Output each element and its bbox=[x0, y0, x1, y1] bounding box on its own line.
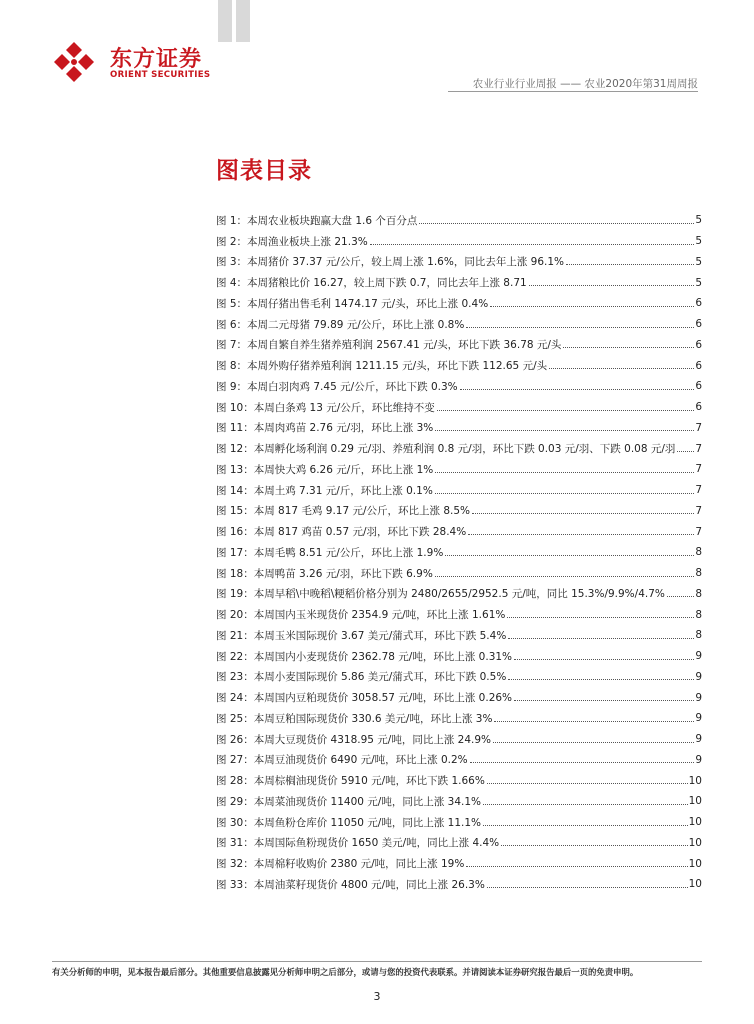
toc-entry-leader bbox=[529, 285, 695, 286]
toc-entry[interactable] bbox=[216, 459, 702, 480]
toc-entry-colon: ： bbox=[236, 297, 248, 310]
toc-entry-colon: ： bbox=[243, 443, 254, 456]
toc-entry-colon: ： bbox=[243, 629, 254, 642]
orient-securities-logo-icon bbox=[52, 40, 96, 84]
toc-entry-page: 7 bbox=[695, 421, 702, 434]
toc-entry-page: 5 bbox=[695, 276, 702, 289]
brand-name-cn: 东方证券 bbox=[110, 47, 203, 72]
toc-entry-leader bbox=[563, 347, 694, 348]
report-header bbox=[473, 76, 698, 91]
toc-entry-number: 图 11 bbox=[216, 422, 244, 435]
toc-entry[interactable] bbox=[216, 625, 702, 646]
toc-entry-number: 图 32 bbox=[216, 858, 244, 871]
toc-entry-leader bbox=[507, 617, 694, 618]
toc-entry-text: 本周仔猪出售毛利 1474.17 元/头，环比上涨 0.4% bbox=[247, 297, 489, 310]
toc-entry-page: 8 bbox=[695, 567, 702, 580]
report-type: 农业行业行业周报 bbox=[472, 78, 557, 90]
toc-entry-text: 本周外购仔猪养殖利润 1211.15 元/头，环比下跌 112.65 元/头 bbox=[247, 360, 548, 373]
toc-entry-leader bbox=[566, 264, 694, 265]
toc-entry-text: 本周快大鸡 6.26 元/斤，环比上涨 1% bbox=[253, 463, 434, 476]
toc-entry-text: 本周土鸡 7.31 元/斤，环比上涨 0.1% bbox=[253, 484, 433, 497]
toc-entry-leader bbox=[483, 825, 688, 826]
toc-entry-page: 8 bbox=[695, 629, 702, 642]
footer-disclaimer: 有关分析师的申明，见本报告最后部分。其他重要信息披露见分析师申明之后部分，或请与您的投资代表联系。并请阅读本证券研究报告最后一页的免责申明。 bbox=[52, 967, 639, 977]
toc-list bbox=[216, 210, 702, 895]
toc-entry[interactable] bbox=[216, 314, 702, 335]
toc-entry-leader bbox=[472, 513, 694, 514]
toc-entry-page: 6 bbox=[695, 338, 702, 351]
toc-entry[interactable] bbox=[216, 231, 702, 252]
toc-entry-number: 图 14 bbox=[216, 484, 244, 497]
toc-entry-number: 图 28 bbox=[216, 775, 244, 788]
toc-entry[interactable] bbox=[216, 210, 702, 231]
toc-entry-colon: ： bbox=[243, 858, 254, 871]
toc-entry-text: 本周国内小麦现货价 2362.78 元/吨，环比上涨 0.31% bbox=[253, 650, 513, 663]
toc-entry-colon: ： bbox=[243, 546, 254, 559]
toc-entry-text: 本周棕榈油现货价 5910 元/吨，环比下跌 1.66% bbox=[253, 775, 485, 788]
toc-entry-number: 图 33 bbox=[216, 878, 244, 891]
toc-entry-page: 6 bbox=[695, 401, 702, 414]
toc-entry-leader bbox=[437, 410, 695, 411]
toc-entry-colon: ： bbox=[236, 339, 248, 352]
toc-entry[interactable] bbox=[216, 708, 702, 729]
toc-entry-text: 本周白羽肉鸡 7.45 元/公斤，环比下跌 0.3% bbox=[247, 380, 458, 393]
toc-entry-number: 图 19 bbox=[216, 588, 244, 601]
toc-entry[interactable] bbox=[216, 874, 702, 895]
toc-entry-page: 10 bbox=[688, 795, 702, 808]
toc-entry-page: 7 bbox=[695, 525, 702, 538]
toc-entry-colon: ： bbox=[243, 712, 254, 725]
toc-entry-leader bbox=[677, 451, 694, 452]
toc-entry-leader bbox=[460, 389, 695, 390]
toc-entry-number: 图 25 bbox=[216, 712, 244, 725]
toc-entry-text: 本周肉鸡苗 2.76 元/羽，环比上涨 3% bbox=[253, 422, 434, 435]
toc-entry[interactable] bbox=[216, 376, 702, 397]
toc-entry-colon: ： bbox=[243, 484, 254, 497]
toc-entry-leader bbox=[435, 493, 695, 494]
toc-entry-page: 9 bbox=[695, 670, 702, 683]
toc-entry-colon: ： bbox=[243, 795, 254, 808]
toc-entry-colon: ： bbox=[243, 878, 254, 891]
toc-entry-text: 本周小麦国际现价 5.86 美元/蒲式耳，环比下跌 0.5% bbox=[253, 671, 507, 684]
toc-entry-page: 8 bbox=[695, 587, 702, 600]
toc-entry[interactable] bbox=[216, 584, 702, 605]
toc-entry[interactable] bbox=[216, 252, 702, 273]
toc-entry[interactable] bbox=[216, 355, 702, 376]
toc-entry-leader bbox=[435, 472, 694, 473]
toc-entry-leader bbox=[501, 845, 687, 846]
toc-entry-leader bbox=[490, 306, 694, 307]
toc-entry-number: 图 9 bbox=[216, 380, 237, 393]
toc-entry-colon: ： bbox=[243, 733, 254, 746]
toc-entry-page: 9 bbox=[695, 712, 702, 725]
toc-entry-number: 图 31 bbox=[216, 837, 244, 850]
toc-entry-page: 8 bbox=[695, 546, 702, 559]
toc-entry[interactable] bbox=[216, 770, 702, 791]
toc-entry-colon: ： bbox=[236, 380, 248, 393]
toc-entry-leader bbox=[445, 555, 694, 556]
toc-entry-number: 图 29 bbox=[216, 795, 244, 808]
toc-entry[interactable] bbox=[216, 293, 702, 314]
header-separator: —— bbox=[560, 78, 582, 90]
toc-entry-page: 7 bbox=[695, 442, 702, 455]
page-number: 3 bbox=[373, 990, 381, 1003]
toc-entry-number: 图 4 bbox=[216, 277, 237, 290]
toc-entry-leader bbox=[435, 576, 695, 577]
toc-entry-page: 10 bbox=[688, 878, 702, 891]
header-divider bbox=[448, 91, 698, 92]
toc-entry-text: 本周国内豆粕现货价 3058.57 元/吨，环比上涨 0.26% bbox=[253, 692, 513, 705]
toc-entry-page: 7 bbox=[695, 504, 702, 517]
toc-entry-number: 图 10 bbox=[216, 401, 244, 414]
toc-entry-leader bbox=[466, 866, 687, 867]
toc-entry-page: 10 bbox=[688, 816, 702, 829]
toc-entry[interactable] bbox=[216, 812, 702, 833]
toc-entry-leader bbox=[466, 327, 694, 328]
toc-entry-page: 6 bbox=[695, 359, 702, 372]
toc-entry[interactable] bbox=[216, 833, 702, 854]
header-decor-bar-1 bbox=[218, 0, 232, 42]
toc-entry-text: 本周白条鸡 13 元/公斤，环比维持不变 bbox=[253, 401, 435, 414]
toc-entry-text: 本周农业板块跑赢大盘 1.6 个百分点 bbox=[247, 214, 418, 227]
toc-entry-number: 图 30 bbox=[216, 816, 244, 829]
toc-entry[interactable] bbox=[216, 480, 702, 501]
toc-entry-page: 10 bbox=[688, 836, 702, 849]
toc-entry-colon: ： bbox=[236, 360, 248, 373]
toc-entry-page: 6 bbox=[695, 318, 702, 331]
toc-entry-text: 本周 817 鸡苗 0.57 元/羽，环比下跌 28.4% bbox=[253, 526, 467, 539]
toc-entry-text: 本周猪粮比价 16.27，较上周下跌 0.7，同比去年上涨 8.71 bbox=[247, 277, 527, 290]
toc-entry-text: 本周鱼粉仓库价 11050 元/吨，同比上涨 11.1% bbox=[253, 816, 482, 829]
toc-entry-text: 本周油菜籽现货价 4800 元/吨，同比上涨 26.3% bbox=[253, 878, 485, 891]
toc-entry-colon: ： bbox=[243, 650, 254, 663]
toc-entry-leader bbox=[487, 887, 688, 888]
toc-entry-number: 图 6 bbox=[216, 318, 237, 331]
toc-entry-number: 图 17 bbox=[216, 546, 244, 559]
toc-entry-text: 本周豆油现货价 6490 元/吨，环比上涨 0.2% bbox=[253, 754, 468, 767]
toc-entry[interactable] bbox=[216, 397, 702, 418]
toc-entry-leader bbox=[514, 659, 694, 660]
toc-entry-page: 10 bbox=[688, 857, 702, 870]
toc-entry-page: 5 bbox=[695, 214, 702, 227]
toc-entry-number: 图 15 bbox=[216, 505, 244, 518]
toc-entry-colon: ： bbox=[236, 277, 248, 290]
toc-entry-text: 本周国内玉米现货价 2354.9 元/吨，环比上涨 1.61% bbox=[253, 609, 506, 622]
toc-entry-text: 本周孵化场利润 0.29 元/羽、养殖利润 0.8 元/羽，环比下跌 0.03 元/羽、下跌 0.08 元/羽 bbox=[253, 443, 676, 456]
toc-entry-text: 本周二元母猪 79.89 元/公斤，环比上涨 0.8% bbox=[247, 318, 465, 331]
toc-entry[interactable] bbox=[216, 604, 702, 625]
toc-entry-leader bbox=[487, 783, 688, 784]
toc-entry-number: 图 3 bbox=[216, 256, 237, 269]
toc-entry-page: 9 bbox=[695, 733, 702, 746]
toc-entry-leader bbox=[483, 804, 688, 805]
toc-entry-number: 图 16 bbox=[216, 526, 244, 539]
toc-entry-colon: ： bbox=[243, 422, 254, 435]
toc-entry-leader bbox=[514, 700, 694, 701]
footer-divider bbox=[52, 961, 702, 962]
header-decor-bar-2 bbox=[236, 0, 250, 42]
toc-entry[interactable] bbox=[216, 667, 702, 688]
toc-entry-colon: ： bbox=[236, 318, 248, 331]
toc-entry-colon: ： bbox=[236, 235, 248, 248]
toc-entry-leader bbox=[435, 430, 694, 431]
toc-entry-colon: ： bbox=[243, 775, 254, 788]
toc-entry-page: 6 bbox=[695, 380, 702, 393]
toc-entry-leader bbox=[549, 368, 694, 369]
brand-logo bbox=[52, 40, 222, 86]
toc-entry-text: 本周棉籽收购价 2380 元/吨，同比上涨 19% bbox=[253, 858, 465, 871]
toc-entry[interactable] bbox=[216, 272, 702, 293]
toc-entry-leader bbox=[494, 721, 694, 722]
toc-entry-number: 图 26 bbox=[216, 733, 244, 746]
toc-entry-colon: ： bbox=[243, 609, 254, 622]
toc-entry-leader bbox=[419, 223, 694, 224]
toc-entry-colon: ： bbox=[243, 837, 254, 850]
toc-entry-page: 7 bbox=[695, 463, 702, 476]
toc-entry-colon: ： bbox=[243, 463, 254, 476]
toc-entry-number: 图 23 bbox=[216, 671, 244, 684]
toc-entry-leader bbox=[508, 679, 694, 680]
toc-entry-colon: ： bbox=[243, 526, 254, 539]
toc-entry-number: 图 8 bbox=[216, 360, 237, 373]
toc-entry-number: 图 27 bbox=[216, 754, 244, 767]
toc-entry-number: 图 2 bbox=[216, 235, 237, 248]
toc-entry-colon: ： bbox=[236, 214, 248, 227]
toc-entry-text: 本周大豆现货价 4318.95 元/吨，同比上涨 24.9% bbox=[253, 733, 492, 746]
report-title: 农业2020年第31周周报 bbox=[584, 78, 698, 90]
toc-entry-number: 图 13 bbox=[216, 463, 244, 476]
toc-entry[interactable] bbox=[216, 853, 702, 874]
toc-entry-page: 6 bbox=[695, 297, 702, 310]
toc-entry-text: 本周毛鸭 8.51 元/公斤，环比上涨 1.9% bbox=[253, 546, 444, 559]
toc-entry-number: 图 24 bbox=[216, 692, 244, 705]
toc-entry-leader bbox=[468, 534, 694, 535]
toc-entry-colon: ： bbox=[243, 588, 254, 601]
toc-entry-colon: ： bbox=[243, 754, 254, 767]
toc-entry[interactable] bbox=[216, 542, 702, 563]
toc-entry-number: 图 21 bbox=[216, 629, 244, 642]
toc-entry-text: 本周豆粕国际现货价 330.6 美元/吨，环比上涨 3% bbox=[253, 712, 493, 725]
toc-entry[interactable] bbox=[216, 521, 702, 542]
toc-entry-colon: ： bbox=[243, 401, 254, 414]
toc-entry-page: 9 bbox=[695, 753, 702, 766]
toc-entry-leader bbox=[470, 762, 695, 763]
toc-entry-leader bbox=[493, 742, 694, 743]
toc-entry-text: 本周菜油现货价 11400 元/吨，同比上涨 34.1% bbox=[253, 795, 482, 808]
toc-entry-text: 本周鸭苗 3.26 元/羽，环比下跌 6.9% bbox=[253, 567, 433, 580]
toc-entry[interactable] bbox=[216, 563, 702, 584]
toc-entry-page: 10 bbox=[688, 774, 702, 787]
toc-entry-text: 本周国际鱼粉现货价 1650 美元/吨，同比上涨 4.4% bbox=[253, 837, 500, 850]
toc-entry-leader bbox=[508, 638, 694, 639]
toc-entry-page: 8 bbox=[695, 608, 702, 621]
toc-entry-colon: ： bbox=[243, 505, 254, 518]
toc-entry-page: 7 bbox=[695, 484, 702, 497]
toc-entry-colon: ： bbox=[243, 816, 254, 829]
toc-entry[interactable] bbox=[216, 418, 702, 439]
brand-name-en: ORIENT SECURITIES bbox=[110, 70, 211, 80]
toc-entry[interactable] bbox=[216, 646, 702, 667]
toc-entry-number: 图 1 bbox=[216, 214, 237, 227]
toc-entry-page: 9 bbox=[695, 650, 702, 663]
toc-entry-colon: ： bbox=[236, 256, 248, 269]
toc-entry-number: 图 5 bbox=[216, 297, 237, 310]
toc-entry-text: 本周 817 毛鸡 9.17 元/公斤，环比上涨 8.5% bbox=[253, 505, 471, 518]
toc-entry[interactable] bbox=[216, 791, 702, 812]
toc-entry-text: 本周自繁自养生猪养殖利润 2567.41 元/头，环比下跌 36.78 元/头 bbox=[247, 339, 562, 352]
toc-entry-text: 本周渔业板块上涨 21.3% bbox=[247, 235, 368, 248]
toc-entry[interactable] bbox=[216, 335, 702, 356]
toc-title: 图表目录 bbox=[216, 158, 312, 184]
toc-entry-number: 图 22 bbox=[216, 650, 244, 663]
toc-entry-text: 本周猪价 37.37 元/公斤，较上周上涨 1.6%，同比去年上涨 96.1% bbox=[247, 256, 565, 269]
toc-entry-text: 本周早稻\中晚稻\粳稻价格分别为 2480/2655/2952.5 元/吨，同比 15.3%/9.9%/4.7% bbox=[253, 588, 665, 601]
toc-entry-number: 图 20 bbox=[216, 609, 244, 622]
toc-entry[interactable] bbox=[216, 501, 702, 522]
toc-entry-colon: ： bbox=[243, 671, 254, 684]
toc-entry-colon: ： bbox=[243, 692, 254, 705]
toc-entry[interactable] bbox=[216, 687, 702, 708]
toc-entry-number: 图 7 bbox=[216, 339, 237, 352]
toc-entry[interactable] bbox=[216, 438, 702, 459]
toc-entry-colon: ： bbox=[243, 567, 254, 580]
toc-entry-number: 图 18 bbox=[216, 567, 244, 580]
toc-entry-leader bbox=[370, 244, 695, 245]
toc-entry[interactable] bbox=[216, 729, 702, 750]
toc-entry-number: 图 12 bbox=[216, 443, 244, 456]
toc-entry-text: 本周玉米国际现价 3.67 美元/蒲式耳，环比下跌 5.4% bbox=[253, 629, 507, 642]
toc-entry-leader bbox=[667, 596, 694, 597]
toc-entry-page: 5 bbox=[695, 235, 702, 248]
toc-entry-page: 5 bbox=[695, 255, 702, 268]
toc-entry-page: 9 bbox=[695, 691, 702, 704]
toc-entry[interactable] bbox=[216, 750, 702, 771]
